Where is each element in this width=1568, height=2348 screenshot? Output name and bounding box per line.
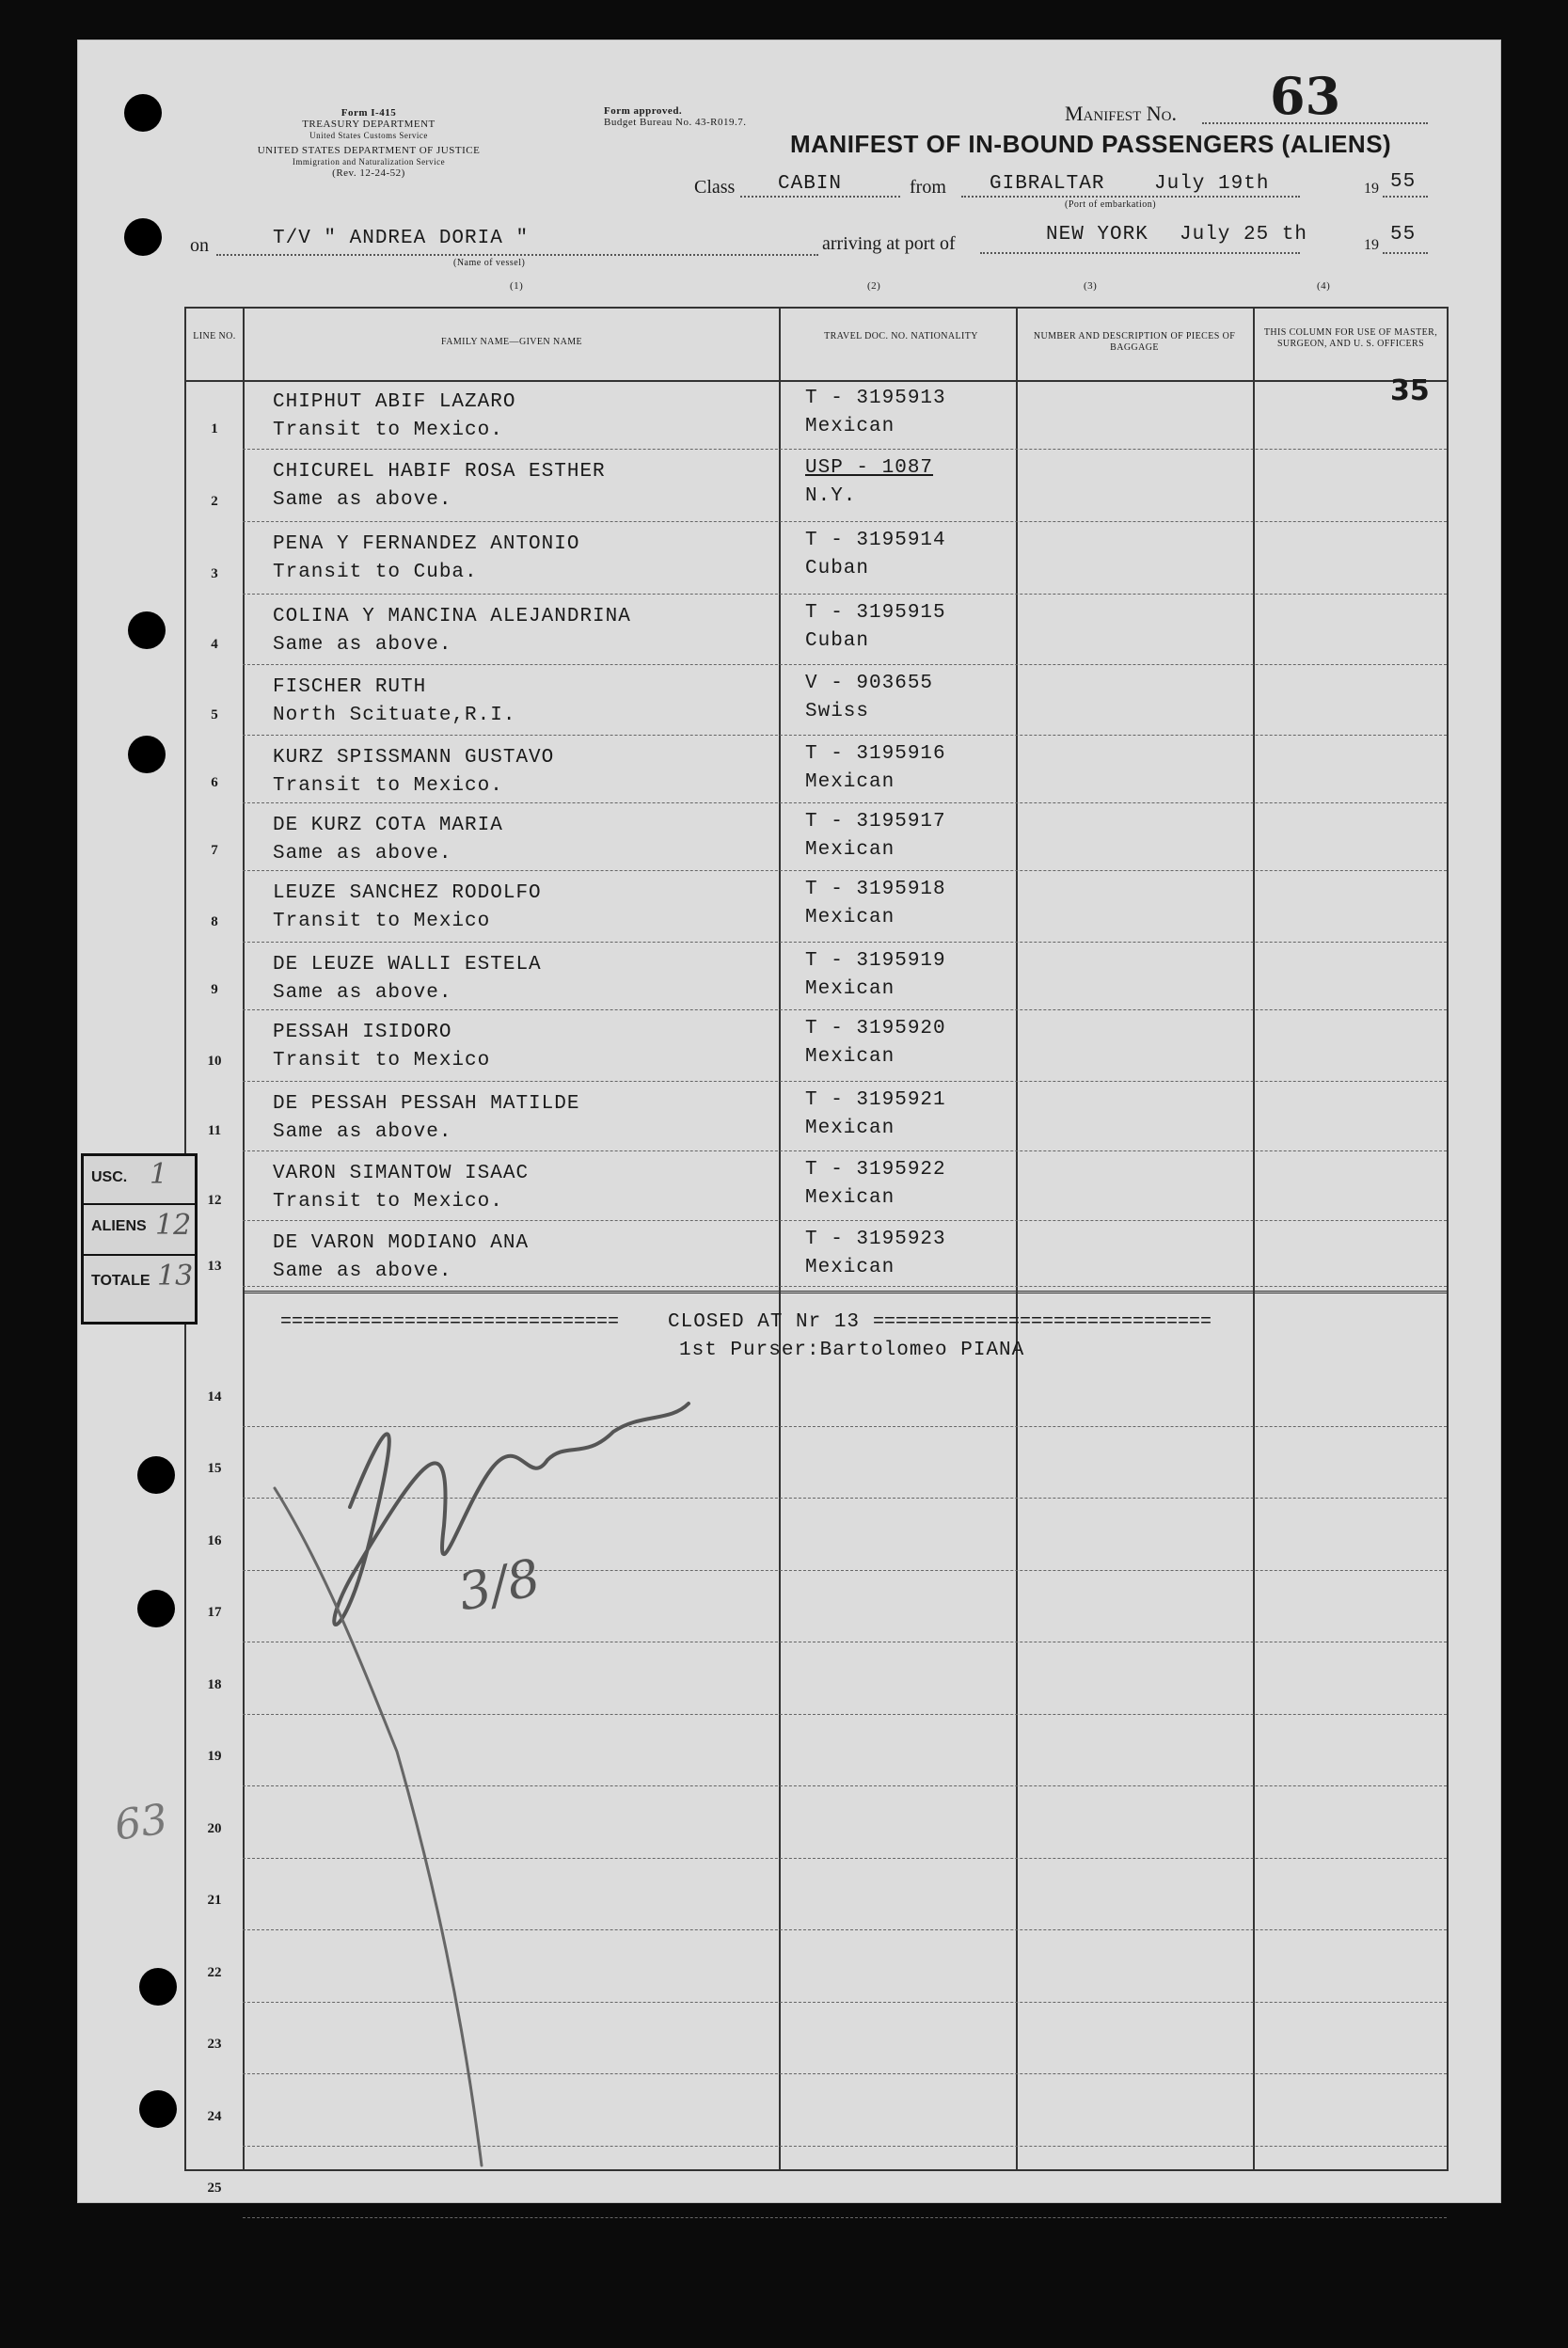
form-approved: Form approved. <box>604 105 683 117</box>
passenger-note: Transit to Mexico. <box>273 1191 503 1213</box>
nationality: Mexican <box>805 1257 895 1278</box>
nationality: Mexican <box>805 771 895 793</box>
row-number: 3 <box>211 566 218 581</box>
table-row <box>186 522 1447 595</box>
manifest-no-label: Manifest No. <box>1065 102 1177 125</box>
passenger-note: Same as above. <box>273 1261 452 1282</box>
binder-hole <box>137 1456 175 1494</box>
row-number: 15 <box>207 1461 222 1476</box>
table-row <box>186 1151 1447 1221</box>
passenger-note: Same as above. <box>273 1121 452 1143</box>
header-agency-block <box>181 107 557 179</box>
vessel-name: T/V " ANDREA DORIA " <box>273 228 530 249</box>
form-approval <box>604 105 746 128</box>
table-row <box>186 665 1447 736</box>
from-year: 55 <box>1390 171 1417 193</box>
row-number: 4 <box>211 637 218 652</box>
arrival-port: NEW YORK <box>1046 224 1148 246</box>
binder-hole <box>139 1968 177 2006</box>
passenger-note: Transit to Mexico. <box>273 775 503 797</box>
closing-dashes-left: ============================== <box>280 1311 620 1333</box>
row-number: 9 <box>211 982 218 997</box>
treasury-dept: TREASURY DEPARTMENT <box>302 119 436 130</box>
table-row <box>186 736 1447 803</box>
total-value: 13 <box>157 1260 194 1293</box>
arrival-year: 55 <box>1390 224 1417 246</box>
travel-doc-number: T - 3195919 <box>805 950 946 972</box>
passenger-note: Transit to Cuba. <box>273 562 478 583</box>
passenger-name: COLINA Y MANCINA ALEJANDRINA <box>273 606 631 627</box>
total-label: TOTALE <box>91 1273 150 1289</box>
year-line-1 <box>1383 196 1428 198</box>
usc-value: 1 <box>150 1158 168 1191</box>
passenger-name: KURZ SPISSMANN GUSTAVO <box>273 747 555 769</box>
from-port: GIBRALTAR <box>990 173 1105 195</box>
travel-doc-number: T - 3195921 <box>805 1089 946 1111</box>
row-number: 5 <box>211 707 218 722</box>
class-line <box>740 196 900 198</box>
ins-service: Immigration and Naturalization Service <box>292 157 446 167</box>
customs-service: United States Customs Service <box>309 131 428 140</box>
purser-signature-line: 1st Purser:Bartolomeo PIANA <box>679 1340 1025 1361</box>
table-row <box>186 1221 1447 1287</box>
tally-rule-1 <box>84 1203 195 1205</box>
from-label: from <box>910 177 946 198</box>
col-num-4: (4) <box>1317 280 1331 292</box>
travel-doc-number: USP - 1087 <box>805 457 934 479</box>
row-number: 16 <box>207 1532 222 1548</box>
row-number: 13 <box>207 1259 222 1274</box>
binder-hole <box>137 1590 175 1627</box>
manifest-page <box>77 40 1501 2203</box>
row-number: 24 <box>207 2108 222 2124</box>
official-signature <box>246 1356 773 2203</box>
travel-doc-number: T - 3195915 <box>805 602 946 624</box>
row-number: 17 <box>207 1605 222 1620</box>
travel-doc-number: T - 3195920 <box>805 1018 946 1039</box>
passenger-note: Same as above. <box>273 843 452 865</box>
class-value: CABIN <box>778 173 843 195</box>
nationality: Mexican <box>805 839 895 861</box>
tally-rule-2 <box>84 1254 195 1256</box>
row-number: 22 <box>207 1964 222 1980</box>
row-number: 20 <box>207 1820 222 1836</box>
row-number: 7 <box>211 843 218 858</box>
row-rule <box>243 2217 1447 2218</box>
officer-count: 35 <box>1390 374 1430 407</box>
class-label: Class <box>694 177 736 198</box>
row-number: 12 <box>207 1193 222 1208</box>
vessel-note: (Name of vessel) <box>453 258 526 268</box>
row-number: 18 <box>207 1676 222 1692</box>
table-row <box>186 1010 1447 1082</box>
passenger-note: Transit to Mexico <box>273 911 491 932</box>
binder-hole <box>128 611 166 649</box>
vessel-line <box>216 254 818 256</box>
row-number: 6 <box>211 775 218 790</box>
revision-date: (Rev. 12-24-52) <box>332 167 405 179</box>
binder-hole <box>128 736 166 773</box>
nationality: Swiss <box>805 701 870 722</box>
passenger-name: LEUZE SANCHEZ RODOLFO <box>273 882 542 904</box>
nationality: Cuban <box>805 558 870 579</box>
nationality: Cuban <box>805 630 870 652</box>
col-num-3: (3) <box>1084 280 1098 292</box>
table-row <box>186 1082 1447 1151</box>
travel-doc-number: T - 3195913 <box>805 388 946 409</box>
aliens-label: ALIENS <box>91 1218 147 1234</box>
nationality: Mexican <box>805 1187 895 1209</box>
col-num-2: (2) <box>867 280 881 292</box>
aliens-value: 12 <box>155 1209 192 1242</box>
travel-doc-number: T - 3195918 <box>805 879 946 900</box>
on-label: on <box>190 235 209 256</box>
year-prefix-1: 19 <box>1364 181 1379 197</box>
table-row <box>186 380 1447 450</box>
row-number: 21 <box>207 1893 222 1908</box>
row-rule <box>243 1286 1447 1287</box>
row-number: 23 <box>207 2037 222 2052</box>
arriving-label: arriving at port of <box>822 233 956 254</box>
passenger-name: FISCHER RUTH <box>273 676 427 698</box>
col-head-name: FAMILY NAME—GIVEN NAME <box>440 337 582 347</box>
row-number: 10 <box>207 1054 222 1069</box>
justice-dept: UNITED STATES DEPARTMENT OF JUSTICE <box>257 145 481 156</box>
table-row <box>186 943 1447 1010</box>
table-row <box>186 450 1447 522</box>
budget-bureau: Budget Bureau No. 43-R019.7. <box>604 117 747 128</box>
travel-doc-number: V - 903655 <box>805 673 934 694</box>
col-num-1: (1) <box>510 280 524 292</box>
closing-statement: CLOSED AT Nr 13 <box>668 1311 861 1333</box>
row-number: 11 <box>207 1123 222 1138</box>
passenger-note: Transit to Mexico <box>273 1050 491 1071</box>
row-number: 8 <box>211 914 218 929</box>
table-row <box>186 871 1447 943</box>
signature-tail <box>275 1488 482 2166</box>
year-line-2 <box>1383 252 1428 254</box>
closing-dashes-right: ============================== <box>873 1311 1212 1333</box>
year-prefix-2: 19 <box>1364 237 1379 253</box>
travel-doc-number: T - 3195922 <box>805 1159 946 1181</box>
nationality: Mexican <box>805 416 895 437</box>
signature-note: 3/8 <box>452 1547 546 1623</box>
col-head-officers: THIS COLUMN FOR USE OF MASTER, SURGEON, AND U. S. OFFICERS <box>1263 327 1438 349</box>
manifest-title: MANIFEST OF IN-BOUND PASSENGERS (ALIENS) <box>790 130 1392 158</box>
manifest-number: 63 <box>1270 66 1341 126</box>
from-date: July 19th <box>1154 173 1270 195</box>
col-head-line: LINE NO. <box>193 331 236 341</box>
col-head-doc: TRAVEL DOC. NO. NATIONALITY <box>824 331 978 341</box>
nationality: Mexican <box>805 978 895 1000</box>
col-head-baggage: NUMBER AND DESCRIPTION OF PIECES OF BAGGAGE <box>1033 331 1236 353</box>
passenger-note: Transit to Mexico. <box>273 420 503 441</box>
from-line <box>961 196 1300 198</box>
row-number: 14 <box>207 1388 222 1404</box>
row-number: 1 <box>211 421 218 436</box>
travel-doc-number: T - 3195916 <box>805 743 946 765</box>
passenger-name: CHIPHUT ABIF LAZARO <box>273 391 516 413</box>
binder-hole <box>124 94 162 132</box>
passenger-note: North Scituate,R.I. <box>273 705 516 726</box>
passenger-name: VARON SIMANTOW ISAAC <box>273 1163 530 1184</box>
table-row <box>186 803 1447 871</box>
binder-hole <box>124 218 162 256</box>
margin-note: 63 <box>111 1795 171 1850</box>
passenger-note: Same as above. <box>273 982 452 1004</box>
nationality: Mexican <box>805 1046 895 1068</box>
passenger-name: PENA Y FERNANDEZ ANTONIO <box>273 533 580 555</box>
arrival-line <box>980 252 1300 254</box>
row-number: 19 <box>207 1749 222 1764</box>
passenger-name: DE KURZ COTA MARIA <box>273 815 503 836</box>
binder-hole <box>139 2090 177 2128</box>
tally-box <box>81 1153 198 1325</box>
form-number: Form I-415 <box>341 107 397 119</box>
passenger-note: Same as above. <box>273 634 452 656</box>
passenger-note: Same as above. <box>273 489 452 511</box>
row-number: 25 <box>207 2181 222 2196</box>
arrival-date: July 25 th <box>1180 224 1308 246</box>
nationality: Mexican <box>805 1118 895 1139</box>
row-number: 2 <box>211 494 218 509</box>
passenger-name: PESSAH ISIDORO <box>273 1022 452 1043</box>
travel-doc-number: T - 3195914 <box>805 530 946 551</box>
nationality: Mexican <box>805 907 895 928</box>
passenger-name: DE VARON MODIANO ANA <box>273 1232 530 1254</box>
travel-doc-number: T - 3195917 <box>805 811 946 833</box>
usc-label: USC. <box>91 1169 128 1185</box>
table-row <box>186 595 1447 665</box>
port-embark-note: (Port of embarkation) <box>1065 199 1157 210</box>
passenger-name: DE LEUZE WALLI ESTELA <box>273 954 542 976</box>
passenger-name: CHICUREL HABIF ROSA ESTHER <box>273 461 606 483</box>
travel-doc-number: T - 3195923 <box>805 1229 946 1250</box>
closing-rule <box>243 1291 1447 1293</box>
passenger-name: DE PESSAH PESSAH MATILDE <box>273 1093 580 1115</box>
nationality: N.Y. <box>805 485 857 507</box>
